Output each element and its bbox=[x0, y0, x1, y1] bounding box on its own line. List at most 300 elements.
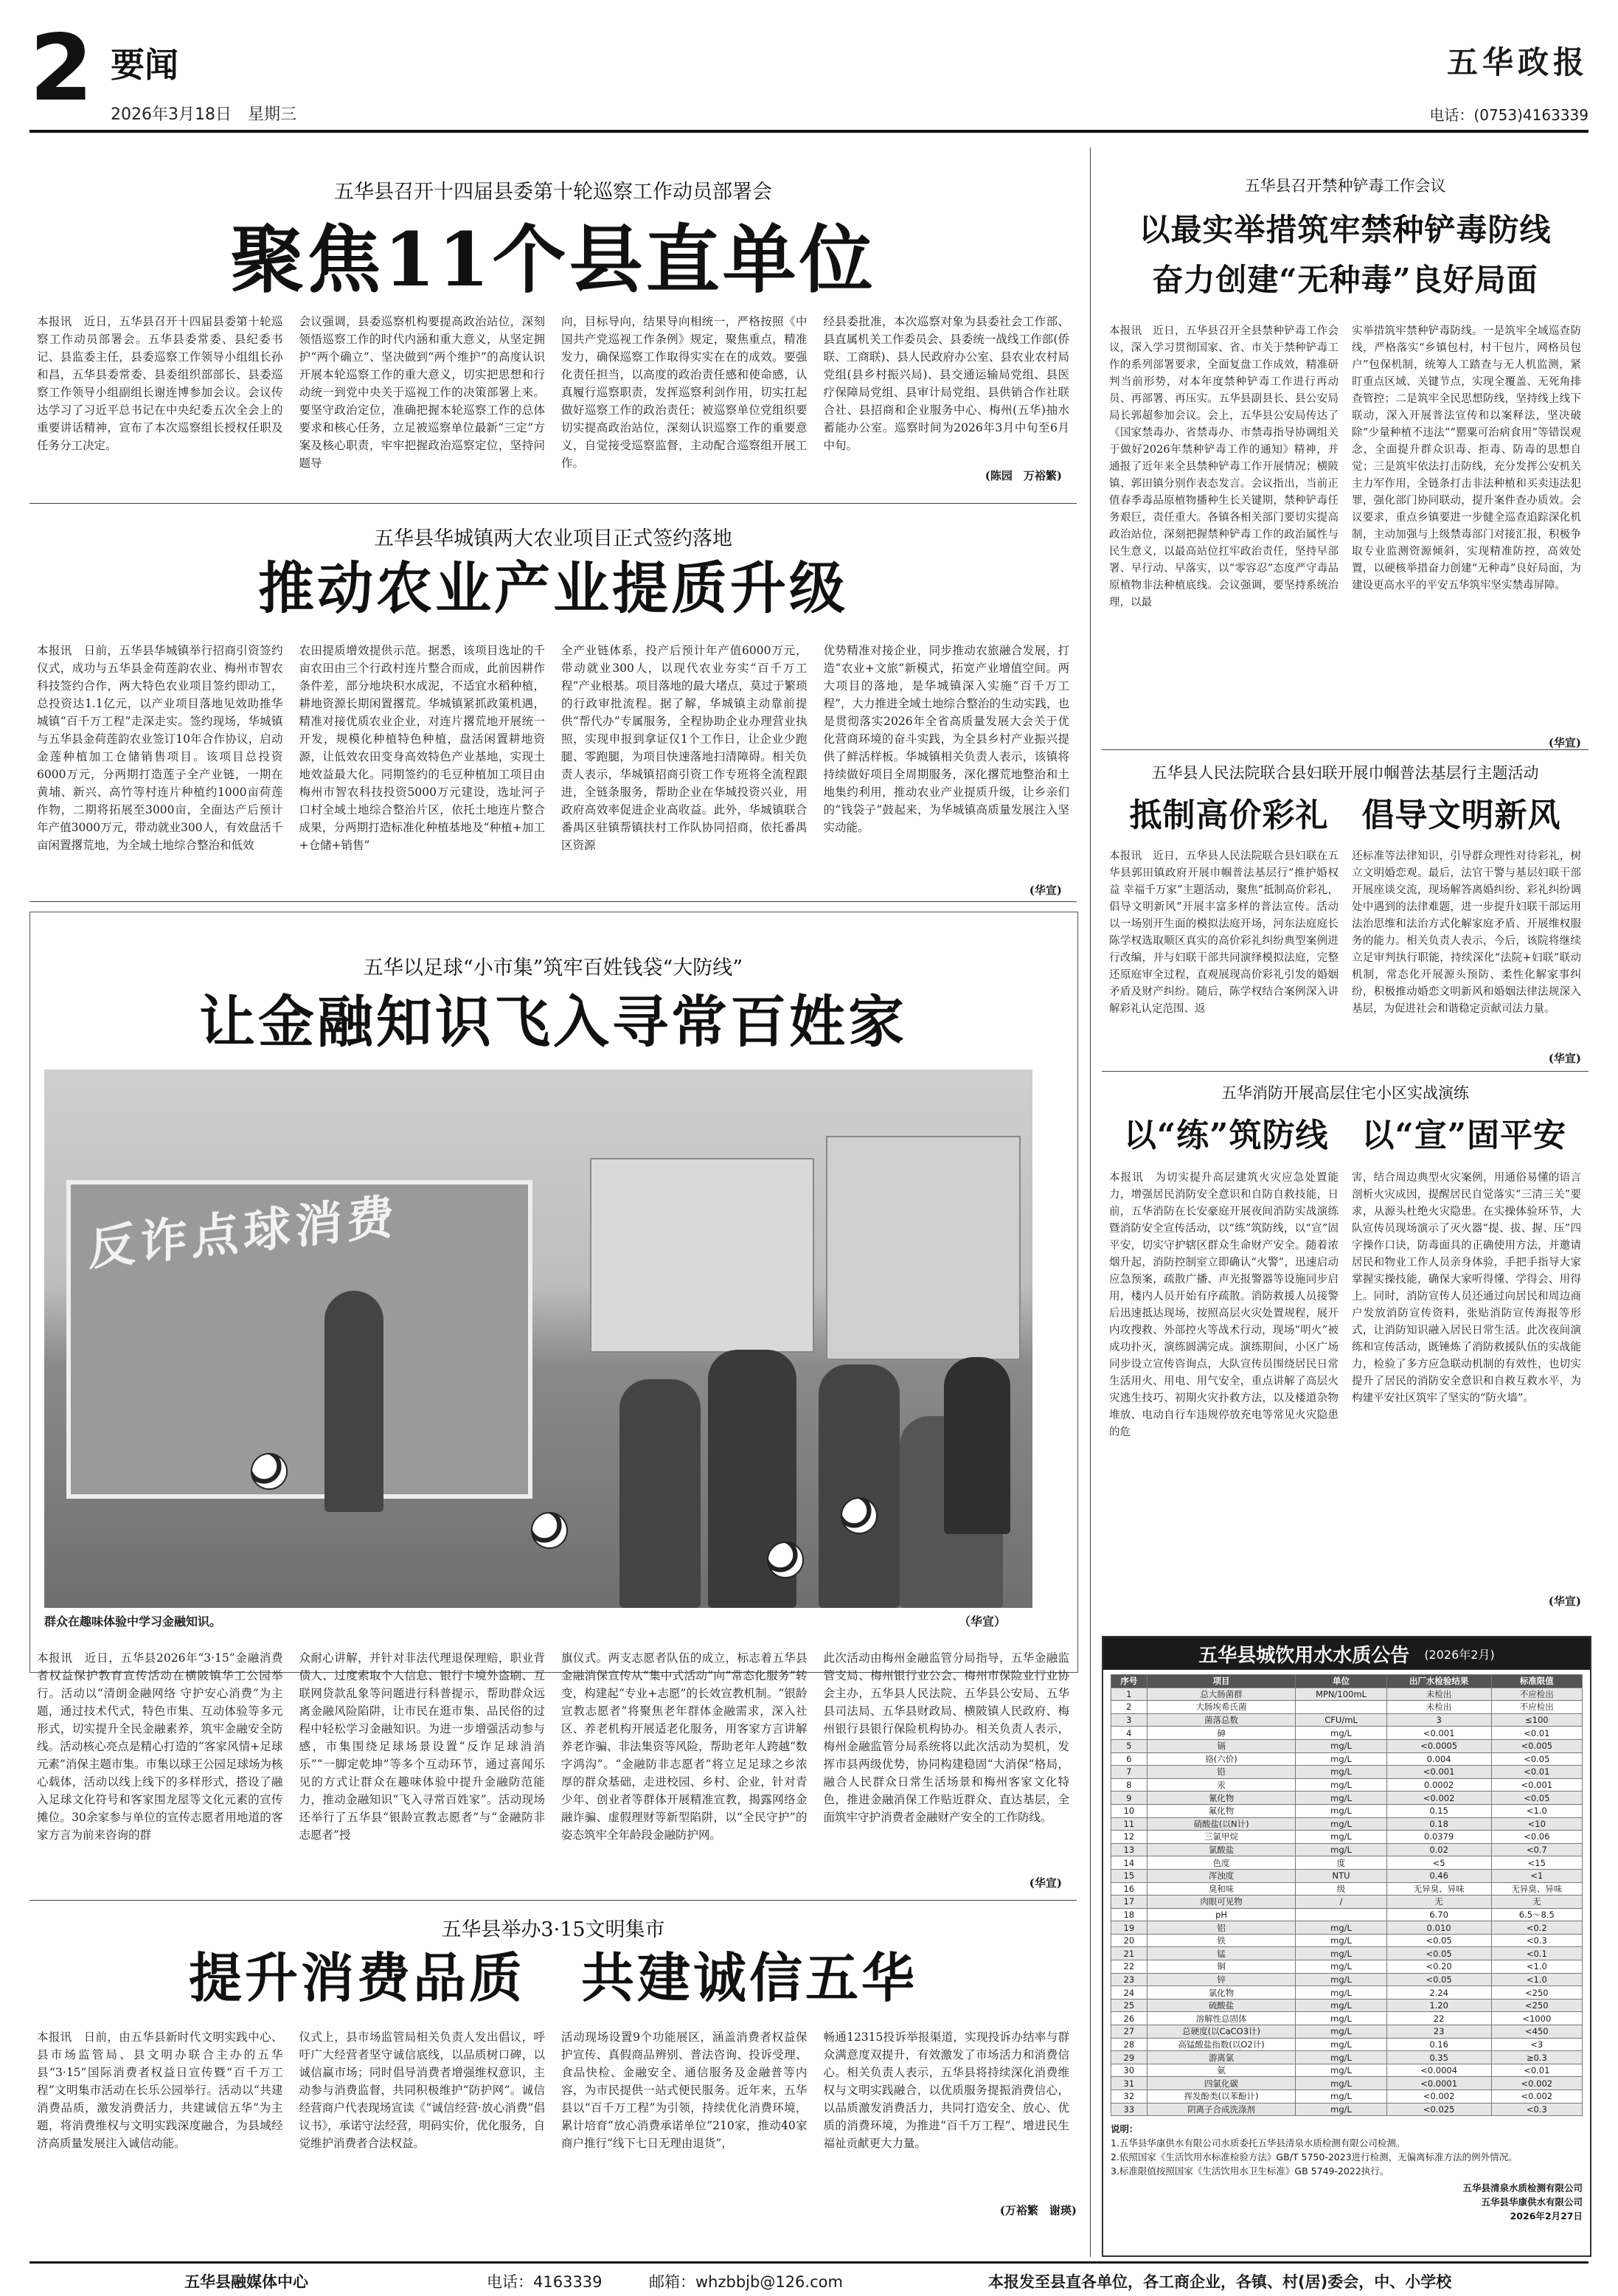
column-divider bbox=[1090, 148, 1091, 2257]
table-cell: pH bbox=[1147, 1908, 1296, 1921]
article1-col2: 会议强调，县委巡察机构要提高政治站位，深刻领悟巡察工作的时代内涵和重大意义，从坚定拥护“两个确立”、坚决做到“两个维护”的高度认识开展本轮巡察工作的重大意义，切实把思想和行动统一到党中央关于巡视工作的决策部署上来。要坚守政治定位，准确把握本轮巡察工作的总体要求和核心任务，立足被巡察单位最新“三定”方案及核心职责，牢牢把握政治巡察定位，坚持问题导 bbox=[299, 315, 545, 470]
article1-byline: (陈园 万裕繁) bbox=[985, 469, 1062, 482]
table-cell: <250 bbox=[1491, 1999, 1582, 2012]
table-cell: 四氯化碳 bbox=[1147, 2077, 1296, 2090]
table-cell: 总硬度(以CaCO3计) bbox=[1147, 2025, 1296, 2039]
water-quality-header bbox=[1103, 1637, 1590, 1670]
table-cell: MPN/100mL bbox=[1296, 1688, 1386, 1701]
article7-col2: 仪式上，县市场监管局相关负责人发出倡议，呼吁广大经营者坚守诚信底线，以品质树口碑，以诚信赢市场；同时倡导消费者增强维权意识，主动参与消费监督，共同积极维护“防护网”。诚信经营商户代表现场宣读《“诚信经营·放心消费”倡议书》，承诺守法经营，明码实价，优化服务，自觉维护消费者合法权益。 bbox=[299, 2030, 545, 2150]
table-cell: <0.2 bbox=[1491, 1921, 1582, 1935]
table-cell: 铜 bbox=[1147, 1960, 1296, 1974]
table-cell: mg/L bbox=[1296, 2064, 1386, 2077]
table-cell: 19 bbox=[1111, 1921, 1147, 1935]
table-cell: mg/L bbox=[1296, 1921, 1386, 1935]
article6-body bbox=[1109, 1170, 1581, 1441]
table-row bbox=[1111, 1934, 1583, 1947]
table-cell: <0.01 bbox=[1491, 1727, 1582, 1740]
table-cell: 0.0002 bbox=[1386, 1778, 1491, 1792]
table-cell: <0.3 bbox=[1491, 1934, 1582, 1947]
paper-name: 五华政报 bbox=[1446, 44, 1589, 80]
table-cell: 23 bbox=[1111, 1973, 1147, 1986]
table-header-cell: 项目 bbox=[1147, 1675, 1296, 1688]
table-row bbox=[1111, 1999, 1583, 2012]
table-header-cell: 单位 bbox=[1296, 1675, 1386, 1688]
table-cell: <0.05 bbox=[1386, 1947, 1491, 1960]
table-row bbox=[1111, 1947, 1583, 1960]
table-cell: CFU/mL bbox=[1296, 1713, 1386, 1727]
table-cell: 21 bbox=[1111, 1947, 1147, 1960]
table-cell: 11 bbox=[1111, 1817, 1147, 1831]
table-cell: 29 bbox=[1111, 2051, 1147, 2064]
article5-col2: 众耐心讲解，并针对非法代理退保理赔，职业背债人、过度索取个人信息、银行卡境外盗刷、互联网贷款乱象等问题进行科普提示，帮助群众远离金融风险陷阱，让市民在逛市集、品民俗的过程中轻松学习金融知识。为进一步增强活动参与感，市集围绕足球场景设置“反诈足球消消乐”“一脚定乾坤”等多个互动环节，通过喜闻乐见的方式让群众在趣味体验中提升金融防范能力，推动金融知识“飞入寻常百姓家”。活动现场还举行了五华县“银龄宣教志愿者”与“金融防非志愿者”授 bbox=[299, 1651, 545, 1842]
table-cell: <1.0 bbox=[1491, 1804, 1582, 1817]
table-cell: <250 bbox=[1491, 1986, 1582, 2000]
article3-kicker: 五华县华城镇两大农业项目正式签约落地 bbox=[374, 527, 732, 550]
footer-distribution: 本报发至县直各单位，各工商企业，各镇、村(居)委会，中、小学校 bbox=[988, 2273, 1452, 2291]
article2-headline2: 奋力创建“无种毒”良好局面 bbox=[1152, 262, 1538, 298]
table-cell: <0.002 bbox=[1386, 1792, 1491, 1805]
table-cell: 铁 bbox=[1147, 1934, 1296, 1947]
table-row bbox=[1111, 1727, 1583, 1740]
table-cell: 30 bbox=[1111, 2064, 1147, 2077]
table-cell: 锰 bbox=[1147, 1947, 1296, 1960]
table-cell: 23 bbox=[1386, 2025, 1491, 2039]
masthead-rule bbox=[29, 130, 1589, 133]
sign-date: 2026年2月27日 bbox=[1510, 2210, 1583, 2222]
table-cell: ≤100 bbox=[1491, 1713, 1582, 1727]
article3-byline: (华宣) bbox=[1029, 884, 1062, 897]
article4-col2: 还标准等法律知识，引导群众理性对待彩礼，树立文明婚恋观。最后，法官干警与基层妇联干部开展座谈交流，现场解答离婚纠纷、彩礼纠纷调处中遇到的法律难题，进一步提升妇联干部运用法治思维和法治方式化解家庭矛盾、开展维权服务的能力。相关负责人表示，今后，该院将继续立足审判执行职能，持续深化“法院+妇联”联动机制，常态化开展源头预防、柔性化解家事纠纷，积极推动婚恋文明新风和婚姻法律法规深入基层，为促进社会和谐稳定贡献司法力量。 bbox=[1352, 850, 1581, 1015]
table-cell: <5 bbox=[1386, 1856, 1491, 1870]
table-row bbox=[1111, 2038, 1583, 2051]
article2-kicker: 五华县召开禁种铲毒工作会议 bbox=[1244, 177, 1446, 195]
table-cell: 6 bbox=[1111, 1752, 1147, 1766]
table-cell: 未检出 bbox=[1386, 1688, 1491, 1701]
water-quality-table bbox=[1111, 1674, 1583, 2116]
table-cell: 3 bbox=[1386, 1713, 1491, 1727]
table-row bbox=[1111, 1896, 1583, 1909]
notes-title: 说明： bbox=[1111, 2123, 1139, 2135]
photo-person bbox=[619, 1379, 701, 1608]
table-cell: 14 bbox=[1111, 1856, 1147, 1870]
article7-byline: (万裕繁 谢瑛) bbox=[999, 2204, 1077, 2217]
table-cell: 15 bbox=[1111, 1869, 1147, 1882]
table-cell: 0.46 bbox=[1386, 1869, 1491, 1882]
table-cell: <0.05 bbox=[1386, 1934, 1491, 1947]
table-cell: mg/L bbox=[1296, 2103, 1386, 2116]
table-header-row bbox=[1111, 1675, 1583, 1688]
table-cell: <1 bbox=[1491, 1869, 1582, 1882]
table-row bbox=[1111, 1921, 1583, 1935]
divider bbox=[29, 1900, 1077, 1901]
photo-football bbox=[841, 1497, 878, 1534]
table-cell: 31 bbox=[1111, 2077, 1147, 2090]
table-cell: 总大肠菌群 bbox=[1147, 1688, 1296, 1701]
table-cell: ≥0.3 bbox=[1491, 2051, 1582, 2064]
table-cell: <10 bbox=[1491, 1817, 1582, 1831]
table-row bbox=[1111, 1817, 1583, 1831]
table-row bbox=[1111, 1908, 1583, 1921]
article7-body bbox=[37, 2028, 1069, 2152]
table-cell: mg/L bbox=[1296, 1973, 1386, 1986]
table-cell: mg/L bbox=[1296, 2051, 1386, 2064]
article4-kicker: 五华县人民法院联合县妇联开展巾帼普法基层行主题活动 bbox=[1151, 764, 1539, 782]
table-cell: 3 bbox=[1111, 1713, 1147, 1727]
table-row bbox=[1111, 1843, 1583, 1856]
table-cell: 镉 bbox=[1147, 1739, 1296, 1752]
table-cell: 无异臭、异味 bbox=[1386, 1882, 1491, 1896]
table-row bbox=[1111, 2064, 1583, 2077]
table-row bbox=[1111, 1869, 1583, 1882]
note-item: 1.五华县华康供水有限公司水质委托五华县清泉水质检测有限公司检测。 bbox=[1111, 2137, 1406, 2149]
table-cell bbox=[1296, 1908, 1386, 1921]
table-row bbox=[1111, 2012, 1583, 2025]
table-row bbox=[1111, 2077, 1583, 2090]
table-cell: 32 bbox=[1111, 2090, 1147, 2103]
article5-headline: 让金融知识飞入寻常百姓家 bbox=[199, 989, 907, 1055]
table-cell: 铬(六价) bbox=[1147, 1752, 1296, 1766]
photo-building bbox=[826, 1136, 1021, 1360]
article4-body bbox=[1109, 848, 1581, 1018]
footer-rule bbox=[29, 2261, 1589, 2264]
table-cell: mg/L bbox=[1296, 1934, 1386, 1947]
article5-col4: 此次活动由梅州金融监管分局指导，五华金融监管支局、梅州银行业公会、梅州市保险业行业协会主办，五华县人民法院、五华县公安局、五华县司法局、五华县财政局、横陂镇人民政府、梅州银行县银行保险机构协办。相关负责人表示，梅州金融监管分局系统将以此次活动为契机，发挥市县两级优势，协同构建稳固“大消保”格局，融合人民群众日常生活场景和梅州客家文化特色，推进金融消保工作贴近群众、直达基层，全面筑牢守护消费者金融财产安全的工作防线。 bbox=[823, 1651, 1069, 1824]
table-cell: mg/L bbox=[1296, 1752, 1386, 1766]
table-cell: mg/L bbox=[1296, 1947, 1386, 1960]
table-cell: 7 bbox=[1111, 1766, 1147, 1779]
table-cell: <0.001 bbox=[1491, 1778, 1582, 1792]
table-cell: 6.5～8.5 bbox=[1491, 1908, 1582, 1921]
table-cell: mg/L bbox=[1296, 1727, 1386, 1740]
footer-email: 邮箱：whzbbjb@126.com bbox=[649, 2273, 843, 2291]
table-cell: 22 bbox=[1111, 1960, 1147, 1974]
table-row bbox=[1111, 1804, 1583, 1817]
article1-col3: 向，目标导向，结果导向相统一，严格按照《中国共产党巡视工作条例》规定，聚焦重点，精准发力，确保巡察工作取得实实在在的成效。要强化责任担当，以高度的政治责任感和使命感，认真履行巡察职责，发挥巡察利剑作用，切实扛起做好巡察工作的政治责任；被巡察单位党组织要切实提高政治站位，深刻认识巡察工作的重要意义，自觉接受巡察监督，主动配合巡察组开展工作。 bbox=[561, 315, 808, 470]
table-cell: 高锰酸盐指数(以O2计) bbox=[1147, 2038, 1296, 2051]
table-cell: 5 bbox=[1111, 1739, 1147, 1752]
table-row bbox=[1111, 1973, 1583, 1986]
article3-col2: 农田提质增效提供示范。据悉，该项目选址的千亩农田由三个行政村连片整合而成，此前因耕作条件差，部分地块积水成泥，不适宜水稻种植，耕地资源长期闲置撂荒。华城镇紧抓政策机遇，精准对接优质农业企业，对连片撂荒地开展统一开发，规模化种植特色种植，盘活闲置耕地资源，让低效农田变身高效特色产业基地，实现土地效益最大化。同期签约的毛豆种植加工项目由梅州市智农科技投资5000万元建设，选址河子口村全域土地综合整治片区，依托土地连片整合成果，分两期打造标准化种植基地及“种植+加工+仓储+销售” bbox=[299, 644, 545, 852]
article5-col1: 本报讯 近日，五华县2026年“3·15”金融消费者权益保护教育宣传活动在横陂镇华工公园举行。活动以“清朗金融网络 守护安心消费”为主题，通过技术代式，特色市集、互动体验等多元形式，切实提升全民金融素养，筑牢金融安全防线。活动核心亮点是精心打造的“客家风情+足球元素”消保主题市集。市集以球王公园足球场为核心载体，活动以线上线下的多样形式，搭设了融入足球文化符号和客家围龙屋等文化元素的宣传摊位。30余家参与单位的宣传志愿者用地道的客家方言为前来咨询的群 bbox=[37, 1651, 283, 1842]
table-row bbox=[1111, 1766, 1583, 1779]
table-cell: <0.002 bbox=[1386, 2090, 1491, 2103]
table-cell: 22 bbox=[1386, 2012, 1491, 2025]
article6-headline: 以“练”筑防线 以“宣”固平安 bbox=[1123, 1117, 1567, 1154]
table-cell: <0.025 bbox=[1386, 2103, 1491, 2116]
table-cell: 臭和味 bbox=[1147, 1882, 1296, 1896]
table-cell: mg/L bbox=[1296, 1999, 1386, 2012]
article1-col4: 经县委批准，本次巡察对象为县委社会工作部、县直属机关工作委员会、县委统一战线工作部(侨联、工商联)、县人民政府办公室、县农业农村局党组(县乡村振兴局)、县交通运输局党组、县医疗保障局党组、县审计局党组、县供销合作社联合社、县招商和企业服务中心、梅州(五华)抽水蓄能办公室。巡察时间为2026年3月中旬至6月中旬。 bbox=[823, 315, 1069, 452]
article7-kicker: 五华县举办3·15文明集市 bbox=[441, 1918, 665, 1941]
table-cell: <0.005 bbox=[1491, 1739, 1582, 1752]
table-cell: 三氯甲烷 bbox=[1147, 1831, 1296, 1844]
table-row bbox=[1111, 1986, 1583, 2000]
table-cell: 无 bbox=[1386, 1896, 1491, 1909]
table-cell: 20 bbox=[1111, 1934, 1147, 1947]
article3-col1: 本报讯 日前，五华县华城镇举行招商引资签约仪式，成功与五华县金荷莲韵农业、梅州市智农科技签约合作，两大特色农业项目签约即动工，总投资达1.1亿元，以产业项目落地见效助推华城镇“百千万工程”走深走实。签约现场，华城镇与五华县金荷莲韵农业签订10年合作协议，启动金莲种植加工仓储销售项目。该项目总投资6000万元，分两期打造莲子全产业链，一期在黄埔、新兴、高竹等村连片种植约1000亩荷莲作物，二期将拓展至3000亩，全面达产后预计年产值3000万元，带动就业300人，有效盘活千亩闲置撂荒地，为全域土地综合整治和低效 bbox=[37, 644, 283, 852]
table-cell: 不应检出 bbox=[1491, 1701, 1582, 1714]
table-cell: mg/L bbox=[1296, 1778, 1386, 1792]
table-cell: 铅 bbox=[1147, 1766, 1296, 1779]
table-cell: <0.01 bbox=[1491, 2064, 1582, 2077]
table-row bbox=[1111, 2051, 1583, 2064]
table-cell: mg/L bbox=[1296, 1843, 1386, 1856]
table-cell: <0.0001 bbox=[1386, 2077, 1491, 2090]
table-cell: <0.0004 bbox=[1386, 2064, 1491, 2077]
photo-person bbox=[819, 1364, 900, 1608]
table-cell: <0.05 bbox=[1491, 1752, 1582, 1766]
table-cell: 12 bbox=[1111, 1831, 1147, 1844]
table-cell: <0.001 bbox=[1386, 1766, 1491, 1779]
article2-headline1: 以最实举措筑牢禁种铲毒防线 bbox=[1139, 212, 1552, 248]
table-row bbox=[1111, 1713, 1583, 1727]
table-cell: 氟化物 bbox=[1147, 1804, 1296, 1817]
issue-date: 2026年3月18日 星期三 bbox=[111, 105, 296, 124]
table-cell: <0.1 bbox=[1491, 1947, 1582, 1960]
table-row bbox=[1111, 2090, 1583, 2103]
table-cell: mg/L bbox=[1296, 1792, 1386, 1805]
table-body bbox=[1111, 1688, 1583, 2116]
table-cell: 无异臭、异味 bbox=[1491, 1882, 1582, 1896]
table-cell: mg/L bbox=[1296, 2090, 1386, 2103]
table-cell: <0.01 bbox=[1491, 1766, 1582, 1779]
table-cell: 无 bbox=[1491, 1896, 1582, 1909]
article6-kicker: 五华消防开展高层住宅小区实战演练 bbox=[1221, 1084, 1469, 1102]
photo-banner-text: 反诈点球消费 bbox=[88, 1189, 398, 1277]
table-cell: <0.05 bbox=[1491, 1792, 1582, 1805]
table-cell: <1.0 bbox=[1491, 1973, 1582, 1986]
table-cell: <0.7 bbox=[1491, 1843, 1582, 1856]
table-cell: <0.06 bbox=[1491, 1831, 1582, 1844]
table-cell: 挥发酚类(以苯酚计) bbox=[1147, 2090, 1296, 2103]
table-row bbox=[1111, 1831, 1583, 1844]
table-cell: 0.18 bbox=[1386, 1817, 1491, 1831]
article4-headline: 抵制高价彩礼 倡导文明新风 bbox=[1129, 797, 1561, 834]
table-row bbox=[1111, 1792, 1583, 1805]
table-cell: mg/L bbox=[1296, 1960, 1386, 1974]
footer-phone: 电话：4163339 bbox=[487, 2273, 603, 2291]
table-cell: mg/L bbox=[1296, 2038, 1386, 2051]
table-cell: 16 bbox=[1111, 1882, 1147, 1896]
table-cell: 氯酸盐 bbox=[1147, 1843, 1296, 1856]
table-cell: 8 bbox=[1111, 1778, 1147, 1792]
article3-headline: 推动农业产业提质升级 bbox=[258, 555, 848, 621]
table-row bbox=[1111, 1739, 1583, 1752]
article7-col1: 本报讯 日前，由五华县新时代文明实践中心、县市场监管局、县文明办联合主办的五华县“3·15”国际消费者权益日宣传暨“百千万工程”文明集市活动在长乐公园举行。活动以“共建消费品质，激发消费活力，共建诚信五华”为主题，将消费维权与文明实践深度融合，为县域经济高质量发展注入诚信动能。 bbox=[37, 2030, 283, 2150]
table-cell: mg/L bbox=[1296, 1766, 1386, 1779]
table-header-cell: 出厂水检验结果 bbox=[1386, 1675, 1491, 1688]
divider bbox=[1102, 749, 1589, 750]
page-number: 2 bbox=[29, 15, 94, 122]
table-cell: 氨 bbox=[1147, 2064, 1296, 2077]
table-cell: 0.02 bbox=[1386, 1843, 1491, 1856]
table-cell: mg/L bbox=[1296, 1831, 1386, 1844]
article7-col3: 活动现场设置9个功能展区，涵盖消费者权益保护宣传、真假商品辨别、普法咨询、投诉受理、食品快检、金融安全、通信服务及金融普等内容，为市民提供一站式便民服务。近年来，五华县以“百千万工程”为引领，持续优化消费环境，累计培育“放心消费承诺单位”210家，推动40家商户推行“线下七日无理由退货”， bbox=[561, 2030, 808, 2150]
table-cell: 砷 bbox=[1147, 1727, 1296, 1740]
footer-publisher: 五华县融媒体中心 bbox=[184, 2273, 308, 2291]
table-row bbox=[1111, 1688, 1583, 1701]
table-cell: 不应检出 bbox=[1491, 1688, 1582, 1701]
photo-football bbox=[767, 1541, 804, 1578]
table-cell: 铝 bbox=[1147, 1921, 1296, 1935]
table-cell: 2 bbox=[1111, 1701, 1147, 1714]
article1-col1: 本报讯 近日，五华县召开十四届县委第十轮巡察工作动员部署会。五华县委常委、县纪委书记、县监委主任，县委巡察工作领导小组组长孙和昌，五华县委常委、县委组织部部长、县委巡察工作领导小组副组长谢连博参加会议。会议传达学习了习近平总书记在中央纪委五次全会上的重要讲话精神，宣布了本次巡察组长授权任职及任务分工决定。 bbox=[37, 315, 283, 452]
divider bbox=[29, 901, 1077, 902]
article2-col1: 本报讯 近日，五华县召开全县禁种铲毒工作会议，深入学习贯彻国家、省、市关于禁种铲毒工作的系列部署要求，全面复盘工作成效，精准研判当前形势，对本年度禁种铲毒工作进行再动员、再部署、再压实。五华县副县长、县公安局局长郭超参加会议。会上，五华县公安局传达了《国家禁毒办、省禁毒办、市禁毒指导协调组关于做好2026年禁种铲毒工作的通知》精神，并通报了近年来全县禁种铲毒工作开展情况；横陂镇、郭田镇分别作表态发言。会议指出，当前正值春季毒品原植物播种生长关键期，禁种铲毒任务艰巨，责任重大。各镇各相关部门要切实提高政治站位，深刻把握禁种铲毒工作的政治属性与民生意义，以最高站位扛牢政治责任，坚持早部署、早行动、早落实，以“零容忍”态度严守毒品原植物非法种植底线。会议强调，要坚持系统治理，以最 bbox=[1109, 325, 1339, 608]
article4-byline: (华宣) bbox=[1548, 1052, 1581, 1065]
table-cell: 0.16 bbox=[1386, 2038, 1491, 2051]
photo-credit: （华宣） bbox=[959, 1615, 1007, 1629]
table-row bbox=[1111, 1778, 1583, 1792]
table-cell: 6.70 bbox=[1386, 1908, 1491, 1921]
signer: 五华县清泉水质检测有限公司 bbox=[1462, 2182, 1583, 2194]
table-cell: 色度 bbox=[1147, 1856, 1296, 1870]
table-cell: 26 bbox=[1111, 2012, 1147, 2025]
table-cell: 1 bbox=[1111, 1688, 1147, 1701]
article6-col2: 害，结合周边典型火灾案例，用通俗易懂的语言剖析火灾成因，提醒居民自觉落实“三清三关”要求，从源头杜绝火灾隐患。在实操体验环节，大队宣传员现场演示了灭火器“提、拔、握、压”四字操作口诀，防毒面具的正确使用方法，并邀请居民和物业工作人员亲身体验，手把手指导大家掌握实操技能，确保大家听得懂、学得会、用得上。同时，消防宣传人员还通过向居民和周边商户发放消防宣传资料，张贴消防宣传海报等形式，让消防知识融入居民日常生活。此次夜间演练和宣传活动，既锤炼了消防救援队伍的实战能力，检验了多方应急联动机制的有效性，也切实提升了居民的消防安全意识和自救互救水平，为构建平安社区筑牢了坚实的“防火墙”。 bbox=[1352, 1172, 1581, 1404]
table-header-cell: 序号 bbox=[1111, 1675, 1147, 1688]
table-cell: <1000 bbox=[1491, 2012, 1582, 2025]
table-cell: mg/L bbox=[1296, 1986, 1386, 2000]
table-cell: 汞 bbox=[1147, 1778, 1296, 1792]
table-cell: <450 bbox=[1491, 2025, 1582, 2039]
table-row bbox=[1111, 2025, 1583, 2039]
table-cell: <0.0005 bbox=[1386, 1739, 1491, 1752]
table-cell: mg/L bbox=[1296, 1817, 1386, 1831]
table-cell: 0.35 bbox=[1386, 2051, 1491, 2064]
table-cell: 2.24 bbox=[1386, 1986, 1491, 2000]
article1-headline: 聚焦11个县直单位 bbox=[230, 216, 876, 303]
photo-building bbox=[590, 1158, 814, 1353]
article1-kicker: 五华县召开十四届县委第十轮巡察工作动员部署会 bbox=[334, 181, 772, 204]
table-cell: 25 bbox=[1111, 1999, 1147, 2012]
table-row bbox=[1111, 1960, 1583, 1974]
table-cell bbox=[1296, 1701, 1386, 1714]
table-cell: 17 bbox=[1111, 1896, 1147, 1909]
signer: 五华县华康供水有限公司 bbox=[1481, 2196, 1583, 2208]
table-row bbox=[1111, 1701, 1583, 1714]
table-row bbox=[1111, 1752, 1583, 1766]
table-cell: 浑浊度 bbox=[1147, 1869, 1296, 1882]
table-cell: mg/L bbox=[1296, 2012, 1386, 2025]
table-cell: 氰化物 bbox=[1147, 1792, 1296, 1805]
table-cell: <0.20 bbox=[1386, 1960, 1491, 1974]
photo-football bbox=[531, 1512, 568, 1549]
table-cell: 1.20 bbox=[1386, 1999, 1491, 2012]
table-cell: 肉眼可见物 bbox=[1147, 1896, 1296, 1909]
table-row bbox=[1111, 2103, 1583, 2116]
article2-col2: 实举措筑牢禁种铲毒防线。一是筑牢全域巡查防线，严格落实“乡镇包村，村干包片，网格员包户”包保机制，统筹人工踏查与无人机监测，紧盯重点区域、关键节点，实现全覆盖、无死角排查管控；二是筑牢全民思想防线，坚持线上线下联动，深入开展普法宣传和以案释法，坚决破除“少量种植不违法”“罂粟可治病食用”等错误观念，全面提升群众识毒、拒毒、防毒的思想自觉；三是筑牢依法打击防线，充分发挥公安机关主力军作用，全链条打击非法种植和买卖违法犯罪，强化部门协同联动，提升案件查办质效。会议要求，重点乡镇要进一步健全巡查追踪深化机制，主动加强与上级禁毒部门对接汇报，积极争取专业监测资源倾斜，实现精准防控，高效处置，以硬核举措奋力创建“无种毒”良好局面，为建设更高水平的平安五华筑牢坚实禁毒屏障。 bbox=[1352, 325, 1581, 592]
article6-byline: (华宣) bbox=[1548, 1595, 1581, 1608]
table-cell: 0.010 bbox=[1386, 1921, 1491, 1935]
table-cell: <0.002 bbox=[1491, 2090, 1582, 2103]
table-cell: <0.001 bbox=[1386, 1727, 1491, 1740]
article2-byline: (华宣) bbox=[1548, 736, 1581, 749]
water-quality-title: 五华县城饮用水水质公告 bbox=[1198, 1644, 1410, 1667]
table-cell: NTU bbox=[1296, 1869, 1386, 1882]
article7-col4: 畅通12315投诉举报渠道，实现投诉办结率与群众满意度双提升，有效激发了市场活力和消费信心。相关负责人表示，五华县将持续深化消费维权与文明实践融合，以优质服务提振消费信心，以品质激发消费活力，共同打造安全、放心、优质的消费环境，为推进“百千万工程”、增进民生福祉贡献更大力量。 bbox=[823, 2030, 1069, 2150]
table-cell: 33 bbox=[1111, 2103, 1147, 2116]
table-cell: 大肠埃希氏菌 bbox=[1147, 1701, 1296, 1714]
table-cell: 阴离子合成洗涤剂 bbox=[1147, 2103, 1296, 2116]
table-cell: mg/L bbox=[1296, 2025, 1386, 2039]
note-item: 2.依照国家《生活饮用水标准检验方法》GB/T 5750-2023进行检测，无偏离标准方法的例外情况。 bbox=[1111, 2151, 1518, 2163]
article1-body bbox=[37, 313, 1069, 472]
table-cell: 氯化物 bbox=[1147, 1986, 1296, 2000]
photo-person bbox=[324, 1291, 383, 1512]
table-header-cell: 标准限值 bbox=[1491, 1675, 1582, 1688]
water-quality-period: (2026年2月) bbox=[1424, 1647, 1495, 1662]
table-cell: 28 bbox=[1111, 2038, 1147, 2051]
article5-body bbox=[37, 1649, 1069, 1844]
table-cell: 0.15 bbox=[1386, 1804, 1491, 1817]
table-cell: / bbox=[1296, 1896, 1386, 1909]
article5-kicker: 五华以足球“小市集”筑牢百姓钱袋“大防线” bbox=[363, 957, 743, 979]
water-quality-notes bbox=[1111, 2122, 1583, 2223]
table-cell: 9 bbox=[1111, 1792, 1147, 1805]
table-cell: 溶解性总固体 bbox=[1147, 2012, 1296, 2025]
table-cell: mg/L bbox=[1296, 1804, 1386, 1817]
table-cell: <0.002 bbox=[1491, 2077, 1582, 2090]
table-cell: <1.0 bbox=[1491, 1960, 1582, 1974]
table-cell: <0.3 bbox=[1491, 2103, 1582, 2116]
table-cell: <3 bbox=[1491, 2038, 1582, 2051]
table-cell: <0.05 bbox=[1386, 1973, 1491, 1986]
note-item: 3.标准限值按照国家《生活饮用水卫生标准》GB 5749-2022执行。 bbox=[1111, 2165, 1389, 2177]
article6-col1: 本报讯 为切实提升高层建筑火灾应急处置能力，增强居民消防安全意识和自防自救技能，日前，五华消防在长安豪庭开展夜间消防实战演练暨消防安全宣传活动，以“练”筑防线，以“宣”固平安，切实守护辖区群众生命财产安全。随着浓烟升起，消防控制室立即确认“火警”，迅速启动应急预案，疏散广播、声光报警器等设施同步启用，楼内人员开始有序疏散。消防救援人员接警后迅速抵达现场，按照高层火灾处置规程，展开内攻搜救、外部控火等战术行动，现场“明火”被成功扑灭，演练圆满完成。演练期间，小区广场同步设立宣传咨询点，大队宣传员围绕居民日常生活用火、用电、用气安全，重点讲解了高层火灾逃生技巧、初期火灾扑救方法，以及楼道杂物堆放、电动自行车违规停放充电等常见火灾隐患的危 bbox=[1109, 1172, 1339, 1438]
table-cell: <15 bbox=[1491, 1856, 1582, 1870]
event-photo bbox=[44, 1069, 1032, 1608]
article3-col4: 优势精准对接企业，同步推动农旅融合发展，打造“农业+文旅”新模式，拓宽产业增值空间。两大项目的落地，是华城镇深入实施“百千万工程”，大力推进全域土地综合整治的生动实践，也是贯彻落实2026年全省高质量发展大会关于优化营商环境的奋斗实践，为全县乡村产业振兴提供了鲜活样板。华城镇相关负责人表示，该镇将持续做好项目全周期服务，深化撂荒地整治和土地集约利用，推动农业产业提质升级，让乡亲们的“钱袋子”鼓起来，为华城镇高质量发展注入坚实动能。 bbox=[823, 644, 1069, 834]
article5-col3: 旗仪式。两支志愿者队伍的成立，标志着五华县金融消保宣传从“集中式活动”向“常态化服务”转变，构建起“专业+志愿”的长效宣教机制。“银龄宣教志愿者”将聚焦老年群体金融需求，深入社区、养老机构开展适老化服务，用客家方言讲解养老诈骗、非法集资等风险，帮助老年人跨越“数字鸿沟”。“金融防非志愿者”将立足足球之乡浓厚的群众基础，走进校园、乡村、企业，针对青少年、创业者等群体开展精准宣教，揭露网络金融诈骗、虚假理财等新型陷阱，以“全民守护”的姿态筑牢全年龄段金融防护网。 bbox=[561, 1651, 808, 1842]
photo-person bbox=[944, 1357, 1010, 1534]
table-cell: 菌落总数 bbox=[1147, 1713, 1296, 1727]
divider bbox=[29, 503, 1077, 504]
table-cell: 0.004 bbox=[1386, 1752, 1491, 1766]
table-cell: 锌 bbox=[1147, 1973, 1296, 1986]
divider bbox=[1102, 1071, 1589, 1072]
article5-byline: (华宣) bbox=[1029, 1876, 1062, 1890]
table-cell: 硫酸盐 bbox=[1147, 1999, 1296, 2012]
article2-body bbox=[1109, 323, 1581, 611]
masthead-phone: 电话：(0753)4163339 bbox=[1429, 106, 1589, 124]
table-cell: 13 bbox=[1111, 1843, 1147, 1856]
table-cell: mg/L bbox=[1296, 1739, 1386, 1752]
table-cell: mg/L bbox=[1296, 2077, 1386, 2090]
table-cell: 未检出 bbox=[1386, 1701, 1491, 1714]
table-cell: 24 bbox=[1111, 1986, 1147, 2000]
table-cell: 游离氯 bbox=[1147, 2051, 1296, 2064]
article4-col1: 本报讯 近日，五华县人民法院联合县妇联在五华县郭田镇政府开展巾帼普法基层行“推护婚权益 幸福千万家”主题活动，聚焦“抵制高价彩礼，倡导文明新风”开展丰富多样的普法宣传。活动以一场别开生面的模拟法庭开场，河东法庭庭长陈学权选取顺区真实的高价彩礼纠纷典型案例进行改编，并与妇联干部共同演绎模拟法庭，完整还原庭审全过程，直观展现高价彩礼引发的婚姻矛盾及财产纠纷。随后，陈学权结合案例深入讲解彩礼认定范围、返 bbox=[1109, 850, 1339, 1015]
table-cell: 硝酸盐(以N计) bbox=[1147, 1817, 1296, 1831]
article7-headline: 提升消费品质 共建诚信五华 bbox=[188, 1946, 917, 2009]
section-name: 要闻 bbox=[111, 45, 178, 85]
article3-body bbox=[37, 642, 1069, 854]
table-cell: 18 bbox=[1111, 1908, 1147, 1921]
table-cell: 级 bbox=[1296, 1882, 1386, 1896]
table-cell: 0.0379 bbox=[1386, 1831, 1491, 1844]
table-cell: 27 bbox=[1111, 2025, 1147, 2039]
photo-caption: 群众在趣味体验中学习金融知识。 bbox=[44, 1615, 222, 1629]
water-quality-box bbox=[1102, 1636, 1591, 2257]
table-cell: 4 bbox=[1111, 1727, 1147, 1740]
table-cell: 10 bbox=[1111, 1804, 1147, 1817]
article3-col3: 全产业链体系，投产后预计年产值6000万元，带动就业300人，以现代农业夯实“百千万工程”产业根基。项目落地的最大堵点，莫过于繁琐的行政审批流程。据了解，华城镇主动靠前提供“帮代办”专属服务，全程协助企业办理营业执照，实现申报到拿证仅1个工作日，让企业少跑腿、零跑腿，为项目快速落地扫清障碍。相关负责人表示，华城镇招商引资工作专班将全流程跟进，全链条服务，帮助企业在华城投资兴业，用政府高效率促进企业高收益。此外，华城镇联合番禺区驻镇帮镇扶村工作队协同招商，依托番禺区资源 bbox=[561, 644, 808, 852]
table-cell: 度 bbox=[1296, 1856, 1386, 1870]
photo-football bbox=[251, 1453, 288, 1490]
table-row bbox=[1111, 1856, 1583, 1870]
table-row bbox=[1111, 1882, 1583, 1896]
